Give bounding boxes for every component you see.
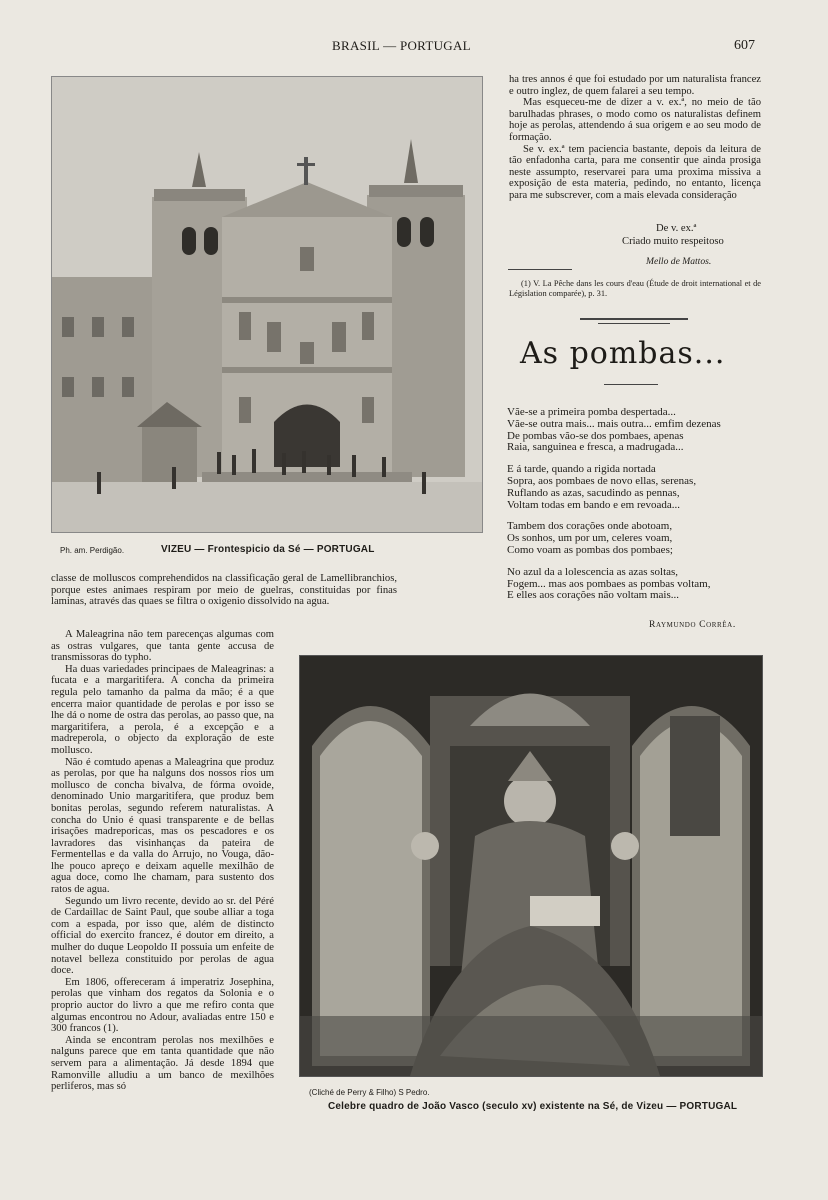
letter-text bbox=[509, 74, 761, 202]
letter-paragraph: Mas esqueceu-me de dizer a v. ex.ª, no meio de tão barulhadas phrases, o modo como os naturalistas definem hoje as perolas, attendendo á sua origem e ao seu modo de formação. bbox=[509, 97, 761, 143]
poem-stanza bbox=[507, 407, 767, 454]
poem-line: E á tarde, quando a rigida nortada bbox=[507, 463, 656, 476]
page-number: 607 bbox=[734, 38, 755, 53]
cathedral-illustration bbox=[52, 77, 482, 532]
article-opening bbox=[51, 573, 397, 608]
painting-illustration bbox=[300, 656, 762, 1076]
ornament-rule-thin bbox=[598, 323, 670, 324]
poem-line: Raia, sanguinea e fresca, a madrugada... bbox=[507, 441, 684, 454]
ornament-rule bbox=[580, 318, 688, 320]
poem-title-rule bbox=[604, 384, 658, 385]
page-header bbox=[0, 38, 828, 58]
letter-closing-1: De v. ex.ª bbox=[656, 223, 697, 234]
poem-line: Os sonhos, um por um, celeres voam, bbox=[507, 532, 673, 545]
article-paragraph: classe de molluscos comprehendidos na classificação geral de Lamellibranchios, porque estes animaes respiram por meio de guelras, constituidas por finas laminas, através das quaes se filtra o oxigenio dissolvido na agua. bbox=[51, 573, 397, 608]
poem-body bbox=[507, 407, 767, 612]
letter-footnote: (1) V. La Pêche dans les cours d'eau (Étude de droit international et de Législation comparée), p. 31. bbox=[509, 279, 761, 298]
article-column bbox=[51, 629, 274, 1093]
poem-line: Sopra, aos pombaes de novo ellas, serenas, bbox=[507, 474, 697, 487]
running-title: BRASIL — PORTUGAL bbox=[332, 38, 471, 53]
photo1-caption: VIZEU — Frontespicio da Sé — PORTUGAL bbox=[161, 544, 375, 555]
poem-line: De pombas vão-se dos pombaes, apenas bbox=[507, 429, 684, 442]
poem-stanza bbox=[507, 567, 767, 602]
footnote-rule bbox=[508, 269, 572, 270]
poem-line: Fogem... mas aos pombaes as pombas voltam, bbox=[507, 577, 711, 590]
poem-author: Raymundo Corrêa. bbox=[649, 619, 736, 630]
photo2-caption: Celebre quadro de João Vasco (seculo xv) existente na Sé, de Vizeu — PORTUGAL bbox=[328, 1101, 738, 1112]
cathedral-photo bbox=[51, 76, 483, 533]
letter-paragraph: Se v. ex.ª tem paciencia bastante, depois da leitura de tão enfadonha carta, para me consentir que ainda prosiga neste assumpto, reservarei para uma proxima missiva a exposição de esta materia, pedindo, no entanto, licença para me subscrever, com a mais elevada consideração bbox=[509, 143, 761, 201]
painting-photo bbox=[299, 655, 763, 1077]
article-paragraph: Ainda se encontram perolas nos mexilhões e nalguns parece que em tanta quantidade que não servem para a alimentação. Já desde 1894 que Ramonville alludiu a um banco de mexilhões perliferos, mas só bbox=[51, 1034, 274, 1093]
poem-line: Ruflando as azas, sacudindo as pennas, bbox=[507, 486, 680, 499]
article-paragraph: Não é comtudo apenas a Maleagrina que produz as perolas, por que ha nalguns dos nossos rios um mollusco de concha bivalva, de fórma ovoide, denominado Unio margaritifera, que produz bem bonitas perolas, segundo referem naturalistas. A concha do Unio é quasi transparente e de bellas irisações madreporicas, mas os pescadores e os lavradores das visinhanças da pateira de Fermentellas e da valla do Arrujo, no Vouga, dão-lhe pouco apreço e deixam aquelle mexilhão de agua doce, como lhe chamam, para sustento dos ratos de agua. bbox=[51, 756, 274, 896]
letter-paragraph: ha tres annos é que foi estudado por um naturalista francez e outro inglez, de quem falarei a seu tempo. bbox=[509, 74, 761, 97]
photo2-credit: (Cliché de Perry & Filho) S Pedro. bbox=[309, 1088, 430, 1097]
article-paragraph: Em 1806, offereceram á imperatriz Josephina, perolas que vinham dos regatos da Solonia e o proprio auctor do livro a que me refiro conta que algumas encontrou no Adour, avaliadas entre 150 e 300 francos (1). bbox=[51, 976, 274, 1035]
photo1-credit: Ph. am. Perdigão. bbox=[60, 546, 125, 555]
poem-title: As pombas... bbox=[520, 336, 726, 371]
article-paragraph: Ha duas variedades principaes de Maleagrinas: a fucata e a margaritifera. A concha da primeira regula pelo tamanho da palma da mão; é a que encerra maior quantidade de perolas e por isso se lhe dá o nome de ostra das perolas, ao passo que, na margaritifera, a perola, é a excepção e a madreperola, o objecto da exploração de este mollusco. bbox=[51, 663, 274, 756]
poem-line: No azul da a lolescencia as azas soltas, bbox=[507, 565, 679, 578]
poem-line: Vãe-se outra mais... mais outra... emfim dezenas bbox=[507, 417, 721, 430]
poem-line: Tambem dos corações onde abotoam, bbox=[507, 520, 673, 533]
letter-closing-2: Criado muito respeitoso bbox=[622, 236, 724, 247]
poem-stanza bbox=[507, 464, 767, 511]
poem-stanza bbox=[507, 521, 767, 556]
poem-line: E elles aos corações não voltam mais... bbox=[507, 589, 679, 602]
poem-line: Vãe-se a primeira pomba despertada... bbox=[507, 406, 676, 418]
article-paragraph: Segundo um livro recente, devido ao sr. del Péré de Cardaillac de Saint Paul, que soube alliar a toga com a espada, por isso que, além de distincto official do exercito francez, é doutor em direito, a mulher do duque Leopoldo II possuia um enfeite de notavel belleza constituido por perolas de agua doce. bbox=[51, 895, 274, 977]
poem-line: Voltam todas em bando e em revoada... bbox=[507, 498, 680, 511]
poem-line: Como voam as pombas dos pombaes; bbox=[507, 543, 673, 556]
article-paragraph: A Maleagrina não tem parecenças algumas com as ostras vulgares, que tanta gente accusa de transmissoras do typho. bbox=[51, 629, 274, 664]
letter-signature: Mello de Mattos. bbox=[646, 256, 712, 267]
